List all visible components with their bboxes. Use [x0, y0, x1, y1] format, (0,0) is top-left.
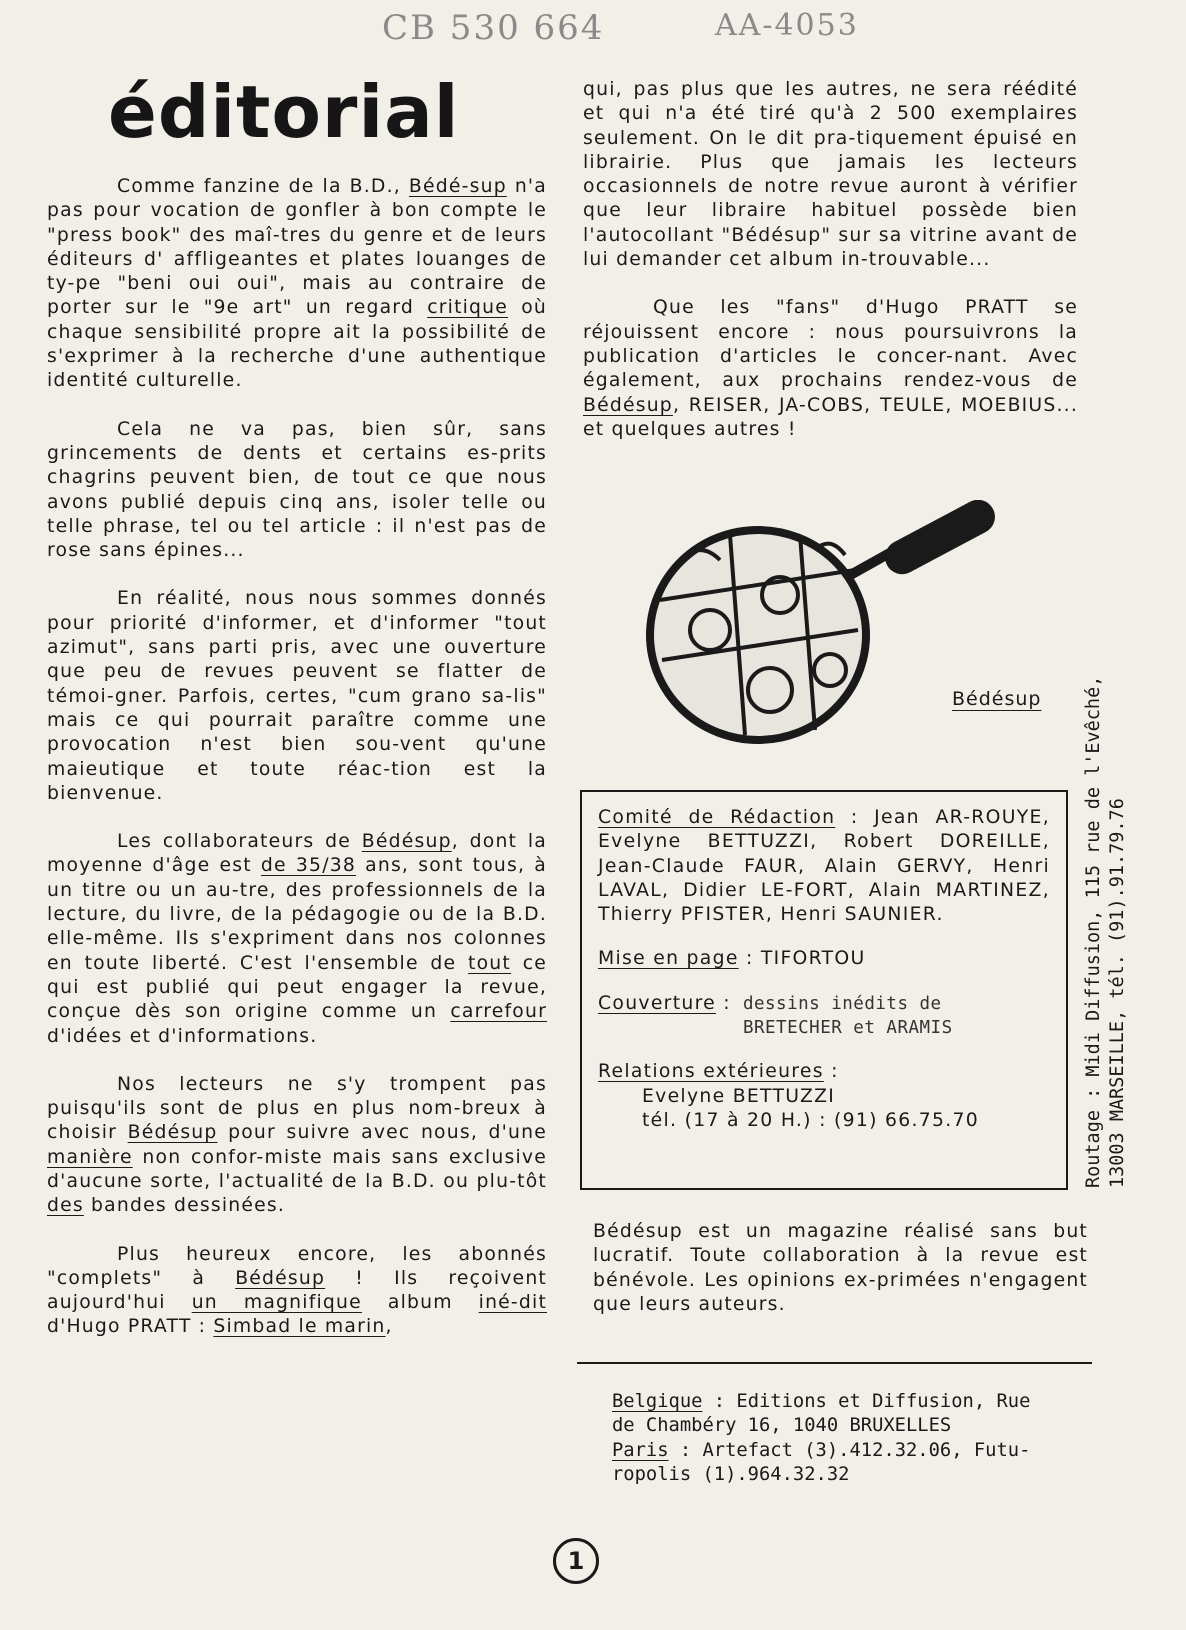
text: ! Ils reçoivent aujourd'hui: [47, 1267, 547, 1314]
underlined-text: Simbad le marin: [213, 1316, 386, 1338]
underlined-text: iné-dit: [478, 1292, 548, 1314]
text: , dont la moyenne d'âge est: [47, 831, 547, 877]
text: : Artefact (3).412.32.06, Futu-: [668, 1439, 1031, 1461]
underlined-text: de 35/38: [260, 855, 357, 877]
handwritten-code-right: AA-4053: [715, 8, 859, 43]
paragraph-2: Cela ne va pas, bien sûr, sans grincements de dents et certains es-prits chagrins peuvent bien, de tout ce que nous avons publié depuis cinq ans, isoler telle ou telle phrase, tel ou tel article : il n'est pas de rose sans épines...: [47, 418, 547, 562]
relations-name: Evelyne BETTUZZI: [642, 1085, 836, 1107]
paragraph-3: En réalité, nous nous sommes donnés pour priorité d'informer, et d'informer "tout azimut", sans parti pris, avec une ouverture que peu de revues peuvent se flatter de témoi-gner. Parfois, certes, "cum grano sa-lis" mais ce qui pourrait paraître comme une provocation n'est bien sou-vent qu'une maieutique et toute réac-tion est la bienvenue.: [47, 588, 547, 804]
routage-line-2: 13003 MARSEILLE, tél. (91).91.79.76: [1107, 798, 1128, 1188]
text: ce qui est publié qui peut engager la revue, conçue dès son origine comme un: [47, 952, 547, 1023]
text: : Editions et Diffusion, Rue: [702, 1391, 1031, 1412]
layout-section: [598, 947, 1050, 971]
paragraph-5: [47, 1073, 547, 1219]
page-title: éditorial: [108, 70, 460, 154]
text: d'Hugo PRATT :: [47, 1316, 214, 1338]
magnifying-glass-illustration: [640, 500, 1030, 760]
belgium-label: Belgique: [612, 1391, 703, 1412]
underlined-text: des: [47, 1195, 84, 1217]
layout-label: Mise en page: [598, 948, 739, 970]
cover-label: Couverture: [598, 992, 717, 1014]
cover-text: [743, 992, 953, 1041]
cover-line-1: dessins inédits de: [742, 993, 942, 1014]
paris-line-2: ropolis (1).964.32.32: [612, 1463, 850, 1485]
belgium-line-2: de Chambéry 16, 1040 BRUXELLES: [612, 1415, 952, 1437]
layout-text: : TIFORTOU: [738, 948, 866, 970]
relations-separator: :: [823, 1061, 839, 1083]
paragraph-1: [47, 175, 547, 394]
underlined-text: carrefour: [450, 1001, 547, 1023]
belgium-line-1: [612, 1390, 1082, 1414]
routage-line-1: Routage : Midi Diffusion, 115 rue de l'Evêché,: [1083, 675, 1104, 1188]
relations-phone: tél. (17 à 20 H.) : (91) 66.75.70: [642, 1109, 980, 1131]
underlined-text: critique: [427, 297, 509, 319]
committee-text: : Jean AR-ROUYE, Evelyne BETTUZZI, Robert DOREILLE, Jean-Claude FAUR, Alain GERVY, Henri LAVAL, Didier LE-FORT, Alain MARTINEZ, Thierry PFISTER, Henri SAUNIER.: [598, 807, 1050, 926]
text: où chaque sensibilité propre ait la possibilité de s'exprimer à la recherche d'une authentique identité culturelle.: [47, 297, 548, 392]
committee-label: Comité de Rédaction: [598, 807, 836, 828]
underlined-text: Bédé-sup: [408, 176, 507, 197]
underlined-text: un magnifique: [191, 1292, 362, 1314]
text: bandes dessinées.: [83, 1195, 286, 1217]
divider: [577, 1362, 1092, 1364]
relations-section: [598, 1060, 1050, 1133]
text: pour suivre avec nous, d'une: [217, 1122, 547, 1144]
text: n'a pas pour vocation de gonfler à bon compte le "press book" des maî-tres du genre et de leurs éditeurs d' affligeantes et plates louanges de ty-pe "beni oui oui", mais au contraire de porter sur le "9e art" un regard: [47, 176, 547, 319]
text: ,: [385, 1316, 393, 1338]
credits-box: [580, 790, 1068, 1190]
text: non confor-miste mais sans exclusive d'aucune sorte, l'actualité de la B.D. ou plu-tôt: [47, 1146, 547, 1192]
handwritten-code-left: CB 530 664: [382, 8, 605, 48]
text: ans, sont tous, à un titre ou un au-tre, des professionnels de la lecture, du livre, de la pédagogie ou de la B.D. elle-même. Ils s'expriment dans nos colonnes en toute liberté. C'est l'ensemble de: [47, 855, 547, 974]
underlined-text: Bédésup: [361, 831, 452, 853]
text: album: [361, 1292, 479, 1314]
underlined-text: Bédésup: [583, 394, 673, 416]
paragraph-pratt: [583, 296, 1078, 442]
text: Plus heureux encore, les abonnés "complets" à: [47, 1243, 547, 1289]
paragraph-6: [47, 1243, 547, 1340]
paragraph-4: [47, 830, 547, 1049]
text: Comme fanzine de la B.D.,: [117, 176, 409, 197]
magnifier-handle: [845, 500, 1001, 580]
committee-section: [598, 806, 1050, 927]
signature: Bédésup: [952, 688, 1042, 710]
distribution-info: [612, 1390, 1082, 1487]
cover-line-2: BRETECHER et ARAMIS: [742, 1018, 953, 1039]
text: Nos lecteurs ne s'y trompent pas puisqu'ils sont de plus en plus nom-breux à choisir: [47, 1073, 547, 1144]
underlined-text: manière: [47, 1146, 133, 1168]
text: Que les "fans" d'Hugo PRATT se réjouissent encore : nous poursuivrons la publication d'articles le concer-nant. Avec également, aux prochains rendez-vous de: [583, 297, 1078, 392]
cover-separator: :: [716, 992, 731, 1014]
paris-line-1: [612, 1439, 1082, 1463]
text: Les collaborateurs de: [117, 831, 362, 853]
paragraph-continued: qui, pas plus que les autres, ne sera réédité et qui n'a été tiré qu'à 2 500 exemplaires seulement. On le dit pra-tiquement épuisé en librairie. Plus que jamais les lecteurs occasionnels de notre revue auront à vérifier que leur libraire habituel possède bien l'autocollant "Bédésup" sur sa vitrine avant de lui demander cet album in-trouvable...: [583, 79, 1078, 271]
underlined-text: tout: [468, 952, 511, 974]
nonprofit-notice: Bédésup est un magazine réalisé sans but lucratif. Toute collaboration à la revue est bénévole. Les opinions ex-primées n'engagent que leurs auteurs.: [593, 1221, 1088, 1315]
cover-section: [598, 992, 1050, 1041]
relations-label: Relations extérieures: [598, 1061, 824, 1083]
routage-info: [1082, 676, 1130, 1188]
text: d'idées et d'informations.: [47, 1025, 318, 1047]
page-number: 1: [553, 1538, 599, 1584]
paris-label: Paris: [612, 1439, 669, 1461]
text: , REISER, JA-COBS, TEULE, MOEBIUS... et quelques autres !: [583, 394, 1078, 440]
right-column: [583, 78, 1078, 466]
underlined-text: Bédésup: [235, 1267, 326, 1289]
underlined-text: Bédésup: [127, 1122, 218, 1144]
left-column: [47, 175, 547, 1364]
